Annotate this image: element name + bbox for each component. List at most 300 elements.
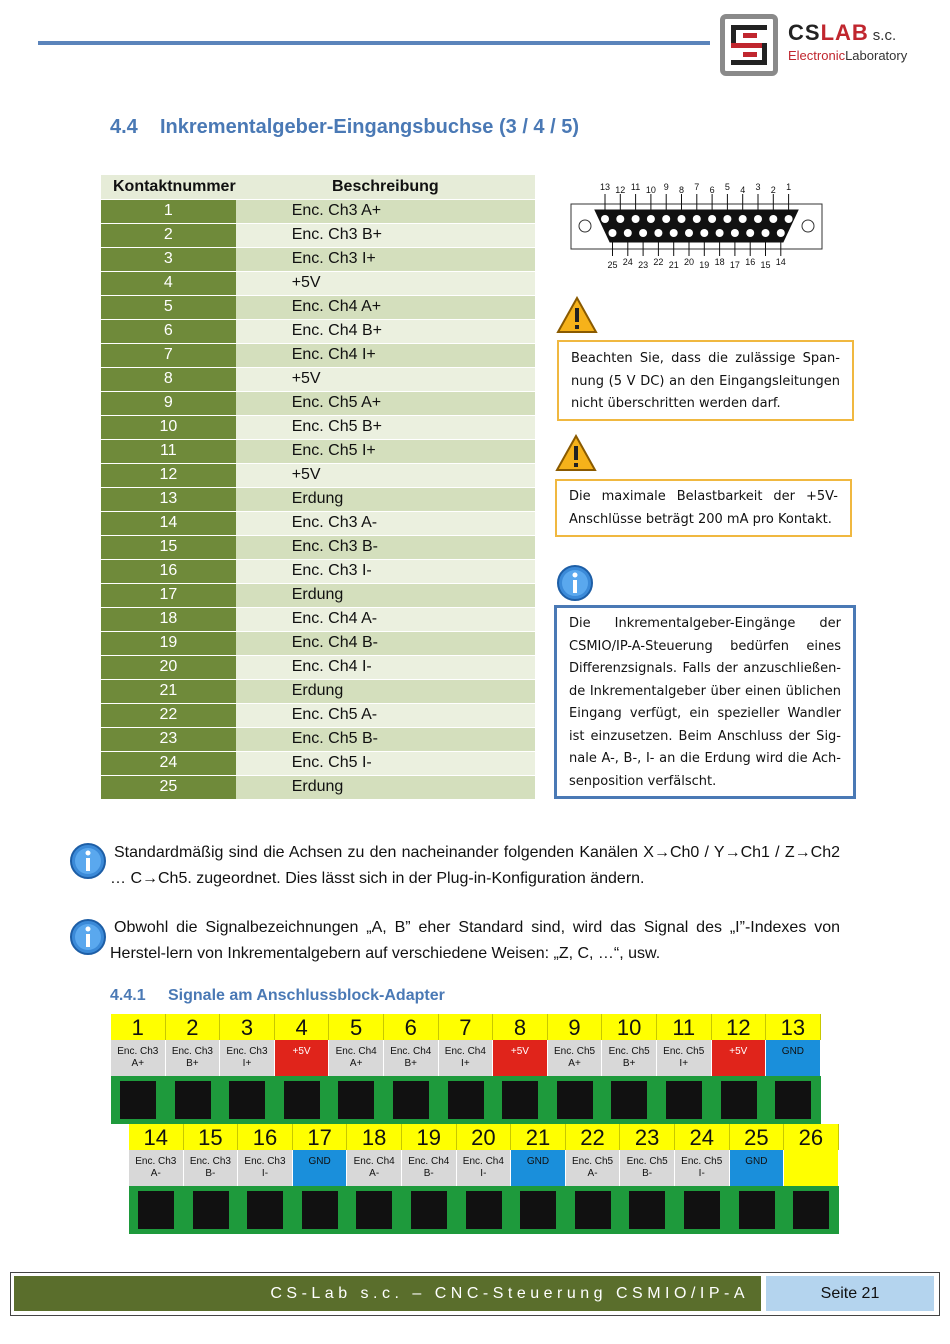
footer-title: CS-Lab s.c. – CNC-Steuerung CSMIO/IP-A xyxy=(14,1276,761,1311)
pin-label: 24 xyxy=(622,257,633,267)
info-icon xyxy=(69,918,107,956)
terminal xyxy=(766,1014,821,1124)
pin-number: 13 xyxy=(101,487,236,511)
pin-description: Enc. Ch5 A+ xyxy=(236,391,535,415)
terminal-screw-block xyxy=(602,1076,657,1124)
terminal-screw xyxy=(775,1081,811,1119)
terminal-number: 2 xyxy=(166,1014,221,1040)
pin-label: 3 xyxy=(755,182,761,192)
terminal-screw xyxy=(356,1191,392,1229)
connector-pin xyxy=(639,229,647,237)
terminal-label-line2: A+ xyxy=(131,1058,145,1069)
terminal-number: 18 xyxy=(347,1124,402,1150)
pin-number: 24 xyxy=(101,751,236,775)
terminal xyxy=(548,1014,603,1124)
pin-label: 11 xyxy=(630,182,641,192)
pin-label: 12 xyxy=(615,185,626,195)
terminal-signal-label xyxy=(439,1040,494,1076)
pin-label: 13 xyxy=(599,182,611,192)
pin-description: Erdung xyxy=(236,487,535,511)
subsection-number: 4.4.1 xyxy=(110,987,146,1004)
pin-number: 25 xyxy=(101,775,236,799)
pin-label: 10 xyxy=(645,185,656,195)
pin-description: Enc. Ch5 I+ xyxy=(236,439,535,463)
pin-description: Enc. Ch3 I+ xyxy=(236,247,535,271)
connector-pin xyxy=(785,215,793,223)
terminal-screw-block xyxy=(439,1076,494,1124)
terminal-signal-label xyxy=(566,1150,621,1186)
connector-pin xyxy=(762,229,770,237)
pin-label: 14 xyxy=(775,257,786,267)
terminal-screw-block xyxy=(493,1076,548,1124)
connector-pin xyxy=(678,215,686,223)
pin-number: 20 xyxy=(101,655,236,679)
section-number: 4.4 xyxy=(110,116,138,138)
col-header-description: Beschreibung xyxy=(236,175,535,199)
pin-label: 21 xyxy=(668,260,679,270)
table-row xyxy=(101,223,535,247)
terminal-number: 26 xyxy=(784,1124,839,1150)
terminal-signal-label xyxy=(129,1150,184,1186)
pin-description: Enc. Ch5 A- xyxy=(236,703,535,727)
terminal-signal-label xyxy=(275,1040,330,1076)
terminal-screw-block xyxy=(238,1186,293,1234)
pin-description: Enc. Ch4 A+ xyxy=(236,295,535,319)
connector-pin xyxy=(670,229,678,237)
terminal-label-line2: B- xyxy=(423,1168,434,1179)
terminal-number: 13 xyxy=(766,1014,821,1040)
terminal-screw xyxy=(411,1191,447,1229)
connector-pin xyxy=(632,215,640,223)
pin-description: Enc. Ch3 I- xyxy=(236,559,535,583)
connector-pin xyxy=(693,215,701,223)
terminal-label-line2: A+ xyxy=(568,1058,581,1069)
pin-number: 3 xyxy=(101,247,236,271)
connector-pin xyxy=(777,229,785,237)
terminal-screw xyxy=(175,1081,211,1119)
terminal-label-line1: Enc. Ch3 xyxy=(189,1156,231,1167)
table-row xyxy=(101,319,535,343)
terminal-label-line1: Enc. Ch3 xyxy=(226,1046,268,1057)
terminal xyxy=(347,1124,402,1234)
terminal-label-line2: I+ xyxy=(461,1058,470,1069)
terminal xyxy=(730,1124,785,1234)
connector-pin xyxy=(662,215,670,223)
pin-label: 2 xyxy=(770,185,776,195)
connector-pin xyxy=(739,215,747,223)
table-row xyxy=(101,535,535,559)
terminal-signal-label xyxy=(293,1150,348,1186)
terminal-label-line1: Enc. Ch3 xyxy=(135,1156,177,1167)
table-row xyxy=(101,583,535,607)
terminal-signal-label xyxy=(675,1150,730,1186)
pin-description: Enc. Ch3 B+ xyxy=(236,223,535,247)
terminal-screw-block xyxy=(402,1186,457,1234)
section-heading xyxy=(110,116,579,139)
connector-shell xyxy=(595,210,798,242)
connector-pin xyxy=(746,229,754,237)
terminal-number: 12 xyxy=(712,1014,767,1040)
col-header-number: Kontaktnummer xyxy=(101,175,236,199)
terminal-screw-block xyxy=(675,1186,730,1234)
terminal-screw xyxy=(557,1081,593,1119)
pin-label: 20 xyxy=(683,257,695,267)
connector-pin xyxy=(601,215,609,223)
pin-number: 9 xyxy=(101,391,236,415)
terminal-block-bottom xyxy=(129,1124,839,1234)
table-row xyxy=(101,415,535,439)
pin-label: 4 xyxy=(740,185,746,195)
info-icon xyxy=(556,564,594,602)
terminal-number: 1 xyxy=(111,1014,166,1040)
terminal-screw xyxy=(120,1081,156,1119)
pin-label: 16 xyxy=(745,257,756,267)
warning-icon xyxy=(555,434,597,472)
pin-number: 1 xyxy=(101,199,236,223)
pin-label: 23 xyxy=(638,260,649,270)
terminal xyxy=(602,1014,657,1124)
table-row xyxy=(101,751,535,775)
warning-icon xyxy=(556,296,598,334)
connector-pin xyxy=(723,215,731,223)
warning-note-current: Die maximale Belastbarkeit der +5V-Anschlüsse beträgt 200 mA pro Kontakt. xyxy=(555,479,852,537)
table-row xyxy=(101,631,535,655)
terminal-screw xyxy=(739,1191,775,1229)
header-rule xyxy=(38,41,710,45)
terminal-signal-label xyxy=(111,1040,166,1076)
terminal-label-line1: Enc. Ch3 xyxy=(244,1156,286,1167)
terminal-number: 25 xyxy=(730,1124,785,1150)
terminal-screw-block xyxy=(384,1076,439,1124)
pin-number: 10 xyxy=(101,415,236,439)
pin-table xyxy=(101,175,535,800)
terminal-screw xyxy=(138,1191,174,1229)
terminal-label-line2: A- xyxy=(369,1168,380,1179)
terminal-signal-label xyxy=(602,1040,657,1076)
table-row xyxy=(101,487,535,511)
pin-description: Enc. Ch5 B- xyxy=(236,727,535,751)
pin-label: 9 xyxy=(663,182,669,192)
table-row xyxy=(101,511,535,535)
connector-pin xyxy=(700,229,708,237)
logo-tagline-a: Electronic xyxy=(788,48,846,63)
terminal-label-line1: Enc. Ch4 xyxy=(335,1046,377,1057)
pin-number: 5 xyxy=(101,295,236,319)
pin-description: Enc. Ch4 I+ xyxy=(236,343,535,367)
terminal xyxy=(166,1014,221,1124)
terminal-number: 22 xyxy=(566,1124,621,1150)
pin-number: 21 xyxy=(101,679,236,703)
db25-connector-diagram xyxy=(565,180,827,275)
terminal-signal-label xyxy=(384,1040,439,1076)
terminal-number: 15 xyxy=(184,1124,239,1150)
terminal-screw-block xyxy=(220,1076,275,1124)
terminal-number: 14 xyxy=(129,1124,184,1150)
pin-label: 19 xyxy=(699,260,710,270)
terminal xyxy=(111,1014,166,1124)
terminal-screw-block xyxy=(766,1076,821,1124)
terminal-label-line2: A- xyxy=(150,1168,161,1179)
terminal-block-top xyxy=(111,1014,821,1124)
table-row xyxy=(101,703,535,727)
pin-description: Enc. Ch3 B- xyxy=(236,535,535,559)
pin-description: Erdung xyxy=(236,679,535,703)
table-row xyxy=(101,391,535,415)
table-row xyxy=(101,439,535,463)
terminal-screw-block xyxy=(275,1076,330,1124)
terminal-number: 23 xyxy=(620,1124,675,1150)
terminal-number: 11 xyxy=(657,1014,712,1040)
terminal xyxy=(712,1014,767,1124)
terminal xyxy=(184,1124,239,1234)
pin-description: Enc. Ch4 B+ xyxy=(236,319,535,343)
pin-label: 15 xyxy=(760,260,771,270)
terminal-screw xyxy=(666,1081,702,1119)
terminal xyxy=(238,1124,293,1234)
terminal-label-line1: Enc. Ch5 xyxy=(626,1156,668,1167)
terminal xyxy=(675,1124,730,1234)
terminal-label-line1: +5V xyxy=(729,1046,748,1057)
terminal-screw-block xyxy=(548,1076,603,1124)
table-row xyxy=(101,679,535,703)
terminal-label-line2: I+ xyxy=(679,1058,689,1069)
pin-description: Enc. Ch3 A+ xyxy=(236,199,535,223)
terminal-number: 17 xyxy=(293,1124,348,1150)
pin-label: 6 xyxy=(709,185,715,195)
pin-number: 12 xyxy=(101,463,236,487)
terminal-screw-block xyxy=(347,1186,402,1234)
terminal-screw xyxy=(502,1081,538,1119)
pin-number: 19 xyxy=(101,631,236,655)
warning-note-voltage: Beachten Sie, dass die zulässige Span-nung (5 V DC) an den Eingangsleitungen nicht überschritten werden darf. xyxy=(557,340,854,421)
logo-brand-lab: LAB xyxy=(820,20,869,45)
connector-pin xyxy=(769,215,777,223)
terminal-screw-block xyxy=(566,1186,621,1234)
table-row xyxy=(101,655,535,679)
pin-label: 1 xyxy=(786,182,792,192)
terminal-label-line1: Enc. Ch4 xyxy=(462,1156,504,1167)
table-row xyxy=(101,247,535,271)
terminal-label-line1: Enc. Ch5 xyxy=(571,1156,614,1167)
terminal xyxy=(275,1014,330,1124)
terminal-label-line2: I+ xyxy=(242,1058,252,1069)
terminal-label-line1: +5V xyxy=(292,1046,311,1057)
terminal-signal-label xyxy=(784,1150,839,1186)
connector-pin xyxy=(731,229,739,237)
terminal-screw xyxy=(611,1081,647,1119)
terminal xyxy=(657,1014,712,1124)
terminal-screw xyxy=(629,1191,665,1229)
terminal-label-line2: I- xyxy=(698,1168,705,1179)
pin-description: Enc. Ch5 B+ xyxy=(236,415,535,439)
terminal-label-line1: Enc. Ch4 xyxy=(408,1156,450,1167)
pin-number: 14 xyxy=(101,511,236,535)
table-row xyxy=(101,199,535,223)
logo-mark xyxy=(720,14,778,76)
terminal-signal-label xyxy=(511,1150,566,1186)
terminal-label-line2: B+ xyxy=(186,1058,199,1069)
terminal-label-line2: B+ xyxy=(622,1058,636,1069)
terminal xyxy=(402,1124,457,1234)
terminal-screw xyxy=(302,1191,338,1229)
terminal-number: 24 xyxy=(675,1124,730,1150)
terminal xyxy=(457,1124,512,1234)
section-title: Inkrementalgeber-Eingangsbuchse (3 / 4 / 5) xyxy=(160,116,580,138)
terminal-screw-block xyxy=(784,1186,839,1234)
terminal-number: 10 xyxy=(602,1014,657,1040)
terminal-signal-label xyxy=(347,1150,402,1186)
terminal-screw xyxy=(520,1191,556,1229)
terminal-screw xyxy=(684,1191,720,1229)
info-note-differential: Die Inkrementalgeber-Eingänge der CSMIO/IP-A-Steuerung bedürfen eines Differenzsignals. Falls der anzuschließen-de Inkrementalgeber über einen üblichen Eingang verfügt, ein spezieller Wandler ist einzusetzen. Beim Anschluss der Sig-nale A-, B-, I- an die Erdung wird die Ach-senposition verfälscht. xyxy=(554,605,856,799)
terminal-label-line2: B- xyxy=(642,1168,653,1179)
pin-label: 7 xyxy=(694,182,700,192)
terminal-label-line1: Enc. Ch5 xyxy=(608,1046,650,1057)
terminal xyxy=(620,1124,675,1234)
pin-number: 7 xyxy=(101,343,236,367)
subsection-title: Signale am Anschlussblock-Adapter xyxy=(168,987,445,1004)
terminal-screw-block xyxy=(184,1186,239,1234)
connector-pin xyxy=(624,229,632,237)
terminal-label-line1: Enc. Ch5 xyxy=(681,1156,723,1167)
terminal-screw-block xyxy=(730,1186,785,1234)
paragraph-axis-assignment: Standardmäßig sind die Achsen zu den nacheinander folgenden Kanälen X→Ch0 / Y→Ch1 / Z→Ch2 … C→Ch5. zugeordnet. Dies lässt sich in der Plug-in-Konfiguration ändern. xyxy=(110,844,840,887)
pin-number: 4 xyxy=(101,271,236,295)
pin-label: 5 xyxy=(724,182,730,192)
pin-description: Erdung xyxy=(236,583,535,607)
terminal-number: 21 xyxy=(511,1124,566,1150)
pin-label: 18 xyxy=(714,257,725,267)
pin-description: +5V xyxy=(236,367,535,391)
terminal-label-line1: Enc. Ch5 xyxy=(663,1046,705,1057)
terminal-number: 16 xyxy=(238,1124,293,1150)
terminal-screw-block xyxy=(657,1076,712,1124)
terminal xyxy=(784,1124,839,1234)
terminal-signal-label xyxy=(657,1040,712,1076)
table-row xyxy=(101,559,535,583)
terminal-label-line2: A- xyxy=(587,1168,598,1179)
terminal-label-line2: I- xyxy=(261,1168,269,1179)
table-row xyxy=(101,607,535,631)
table-row xyxy=(101,775,535,799)
connector-pin xyxy=(616,215,624,223)
terminal-screw xyxy=(229,1081,265,1119)
terminal-label-line1: Enc. Ch4 xyxy=(444,1046,486,1057)
paragraph-index-signal: Obwohl die Signalbezeichnungen „A, B” eher Standard sind, wird das Signal des „I”-Indexes von Herstel-lern von Inkrementalgebern auf verschiedene Weisen: „Z, C, …“, usw. xyxy=(110,919,840,962)
table-row xyxy=(101,295,535,319)
terminal-label-line1: GND xyxy=(526,1156,550,1167)
terminal-label-line1: GND xyxy=(745,1156,768,1167)
terminal xyxy=(493,1014,548,1124)
terminal-signal-label xyxy=(329,1040,384,1076)
pin-label: 8 xyxy=(678,185,685,195)
terminal-screw-block xyxy=(457,1186,512,1234)
pin-number: 8 xyxy=(101,367,236,391)
terminal-number: 9 xyxy=(548,1014,603,1040)
connector-pin xyxy=(754,215,762,223)
terminal-signal-label xyxy=(730,1150,785,1186)
terminal xyxy=(293,1124,348,1234)
table-row xyxy=(101,271,535,295)
connector-pin xyxy=(654,229,662,237)
connector-pin xyxy=(708,215,716,223)
pin-number: 16 xyxy=(101,559,236,583)
terminal xyxy=(566,1124,621,1234)
pin-description: +5V xyxy=(236,271,535,295)
pin-number: 23 xyxy=(101,727,236,751)
terminal-screw-block xyxy=(329,1076,384,1124)
pin-label: 17 xyxy=(729,260,740,270)
mounting-hole xyxy=(802,220,814,232)
connector-pin xyxy=(716,229,724,237)
terminal-signal-label xyxy=(220,1040,275,1076)
terminal-label-line2: B- xyxy=(205,1168,216,1179)
terminal xyxy=(439,1014,494,1124)
pin-description: Enc. Ch4 A- xyxy=(236,607,535,631)
terminal-screw xyxy=(193,1191,229,1229)
pin-number: 17 xyxy=(101,583,236,607)
terminal-signal-label xyxy=(184,1150,239,1186)
logo-brand-cs: CS xyxy=(788,20,821,45)
terminal-number: 4 xyxy=(275,1014,330,1040)
footer-page-number: Seite 21 xyxy=(766,1276,934,1311)
terminal-screw xyxy=(247,1191,283,1229)
terminal-signal-label xyxy=(766,1040,821,1076)
terminal-number: 7 xyxy=(439,1014,494,1040)
terminal-label-line1: Enc. Ch4 xyxy=(390,1046,432,1057)
terminal-signal-label xyxy=(712,1040,767,1076)
cslab-logo xyxy=(720,14,935,86)
terminal-screw-block xyxy=(511,1186,566,1234)
terminal xyxy=(129,1124,184,1234)
terminal-label-line1: Enc. Ch3 xyxy=(117,1046,159,1057)
pin-number: 11 xyxy=(101,439,236,463)
terminal-label-line2: I- xyxy=(480,1168,487,1179)
terminal-label-line2: A+ xyxy=(349,1058,363,1069)
pin-label: 22 xyxy=(653,257,664,267)
pin-description: Erdung xyxy=(236,775,535,799)
terminal-screw-block xyxy=(620,1186,675,1234)
terminal-screw xyxy=(721,1081,757,1119)
connector-pin xyxy=(647,215,655,223)
terminal-number: 3 xyxy=(220,1014,275,1040)
terminal-number: 6 xyxy=(384,1014,439,1040)
terminal-signal-label xyxy=(548,1040,603,1076)
terminal-screw xyxy=(793,1191,829,1229)
info-icon xyxy=(69,842,107,880)
terminal-screw xyxy=(284,1081,320,1119)
subsection-heading xyxy=(110,987,445,1005)
table-row xyxy=(101,343,535,367)
mounting-hole xyxy=(579,220,591,232)
terminal-signal-label xyxy=(238,1150,293,1186)
terminal-screw xyxy=(448,1081,484,1119)
terminal xyxy=(511,1124,566,1234)
table-row xyxy=(101,463,535,487)
terminal-screw-block xyxy=(166,1076,221,1124)
terminal-screw-block xyxy=(293,1186,348,1234)
table-row xyxy=(101,367,535,391)
terminal-signal-label xyxy=(457,1150,512,1186)
connector-pin xyxy=(609,229,617,237)
pin-description: Enc. Ch3 A- xyxy=(236,511,535,535)
pin-description: +5V xyxy=(236,463,535,487)
pin-number: 15 xyxy=(101,535,236,559)
pin-number: 18 xyxy=(101,607,236,631)
terminal-signal-label xyxy=(620,1150,675,1186)
logo-tagline-b: Laboratory xyxy=(845,48,908,63)
pin-number: 6 xyxy=(101,319,236,343)
